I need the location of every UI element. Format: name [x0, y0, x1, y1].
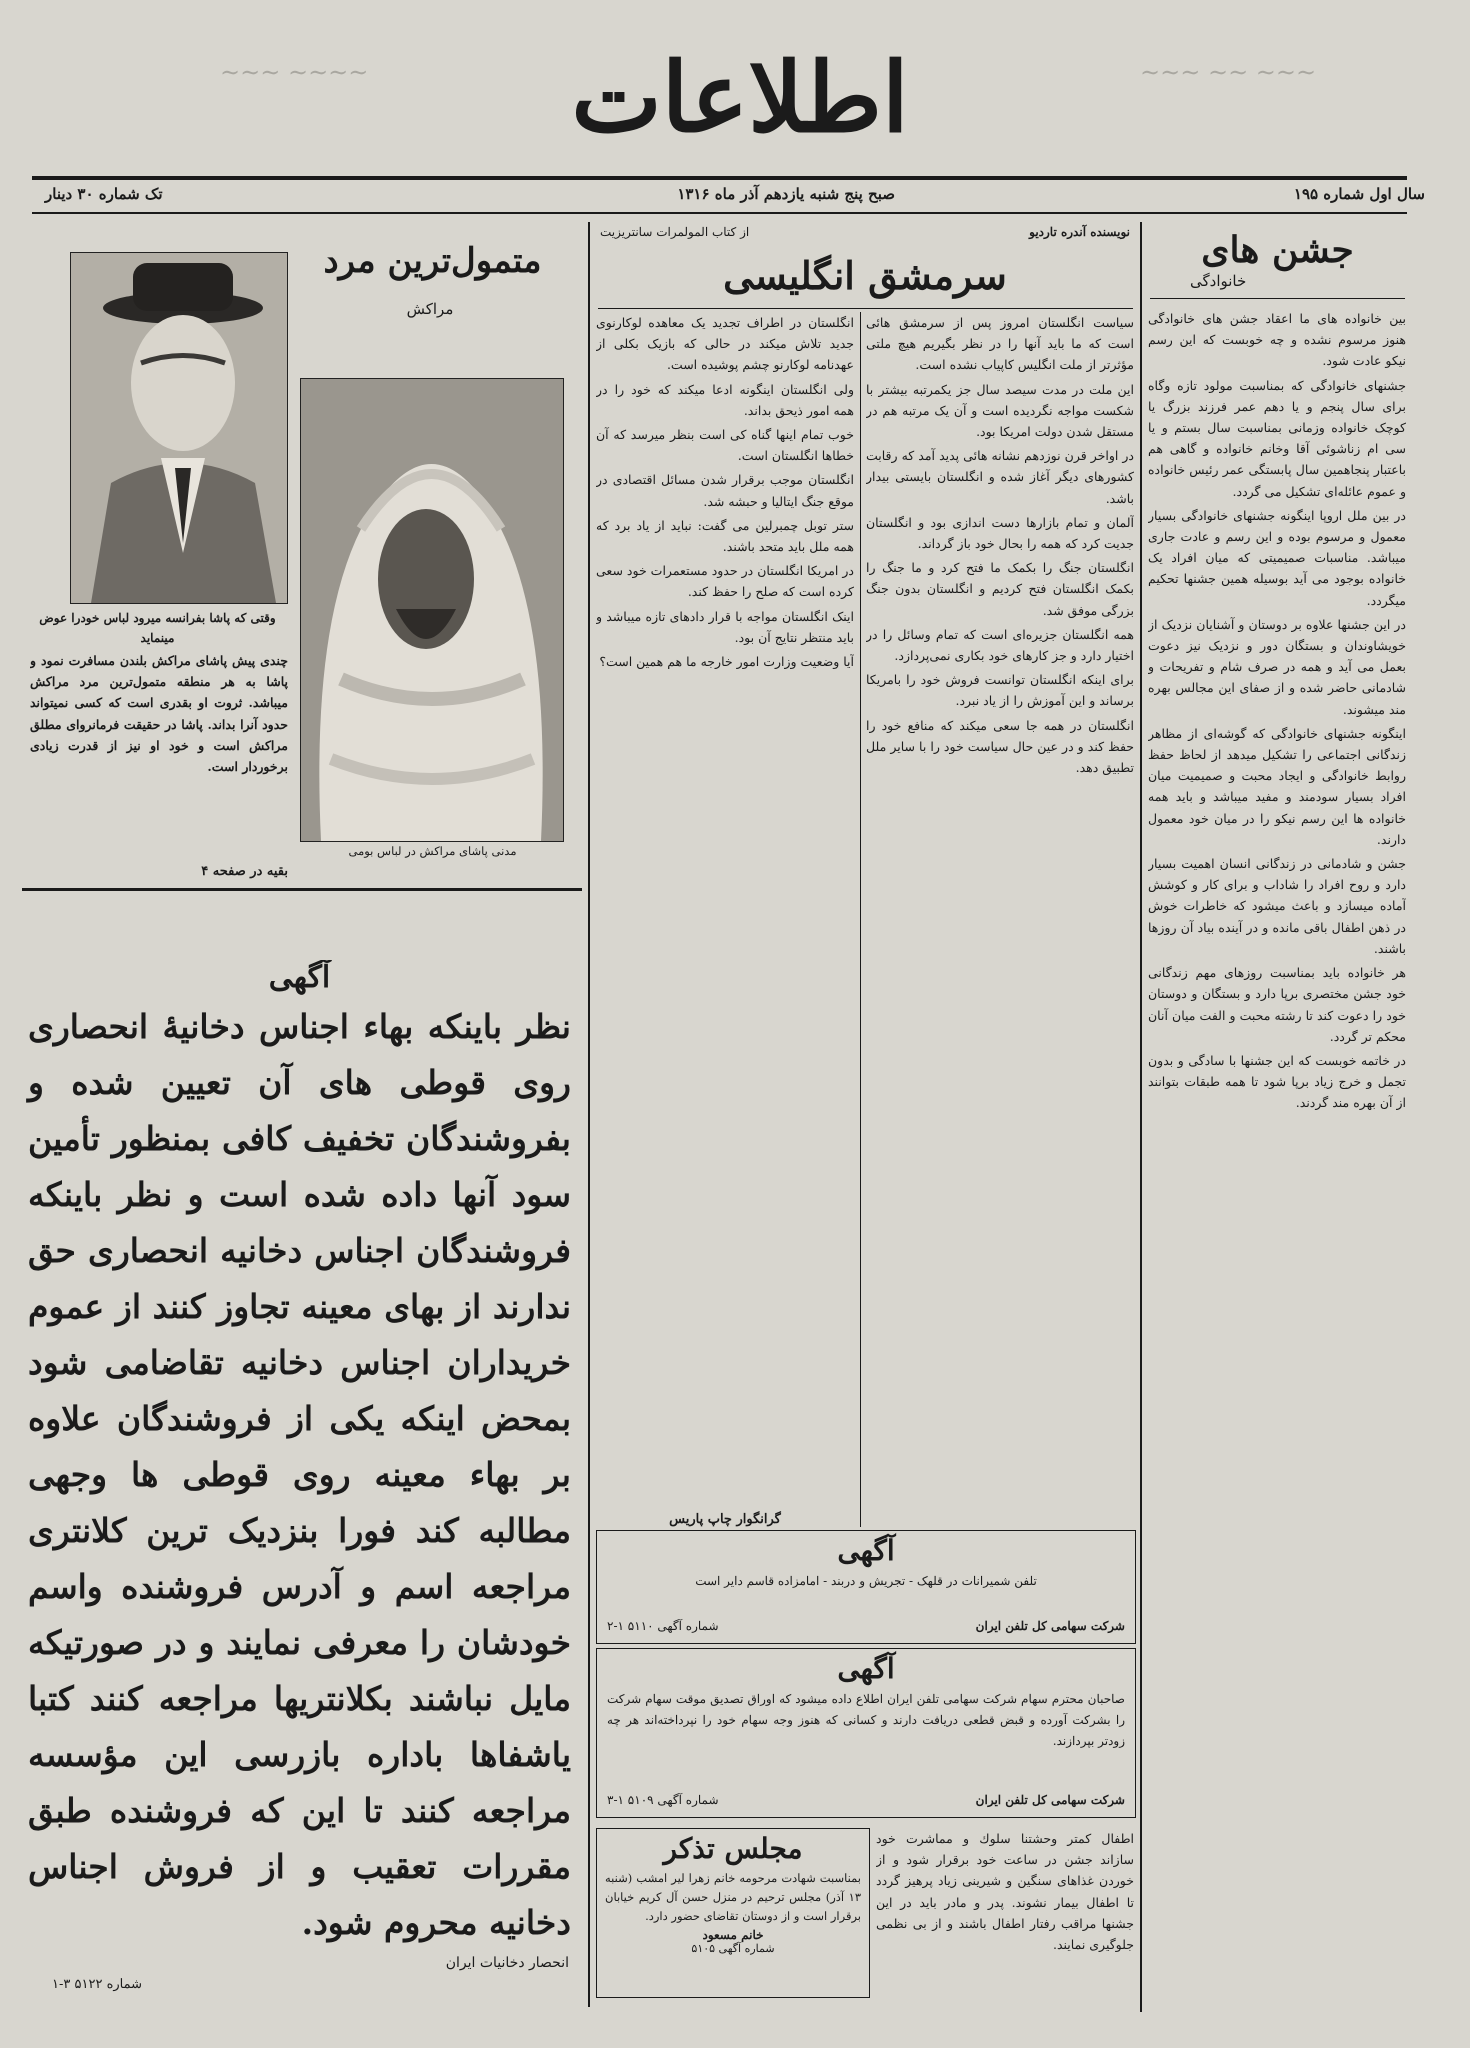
issue-date: صبح پنج شنبه یازدهم آذر ماه ۱۳۱۶: [677, 185, 895, 203]
issue-price: تک شماره ۳۰ دینار: [45, 185, 163, 203]
portrait-title: متمول‌ترین مرد: [323, 241, 542, 281]
phone-ad-line1: تلفن شمیرانات در قلهک - تجریش و دربند - امامزاده قاسم دایر است: [695, 1574, 1037, 1588]
pasha-native-image: [301, 379, 563, 841]
article-author: نویسنده آندره تاردیو: [1029, 225, 1130, 239]
phone-ad-number: شماره آگهی ۵۱۱۰ ۱-۲: [607, 1619, 719, 1633]
bleed-through-text: ∽∽∽∽ ∽∽∽: [220, 58, 369, 86]
article-rule: [598, 308, 1133, 309]
paragraph: انگلستان موجب برقرار شدن مسائل اقتصادی در موقع جنگ ایتالیا و حبشه شد.: [596, 472, 854, 509]
article-body-right: [866, 312, 1134, 1527]
phone-ad-title: آگهی: [837, 1534, 895, 1567]
memorial-text: بمناسبت شهادت مرحومه خانم زهرا لیر امشب (شنبه ۱۳ آذر) مجلس ترحیم در منزل حسن آل کریم خیابان برقرار است و از دوستان تقاضای حضور دارد.: [605, 1871, 861, 1923]
paragraph: در خاتمه خوبست که این جشنها با سادگی و بدون تجمل و خرج زیاد برپا شود تا همه طبقات بتوانند از آن بهره مند گردند.: [1148, 1052, 1406, 1111]
article-body-left: [596, 312, 854, 1512]
ad-body: نظر باینکه بهاء اجناس دخانیهٔ انحصاری روی قوطی های آن تعیین شده و بفروشندگان تخفیف کافی بمنظور تأمین سود آنها داده شده است و نظر باینکه فروشندگان اجناس دخانیه انحصاری حق ندارند از بهای معینه تجاوز کنند از عموم خریداران اجناس دخانیه تقاضامی شود بمحض اینکه یکی از فروشندگان علاوه بر بهاء معینه روی قوطی ها وجهی مطالبه کند فورا بنزدیک ترین کلانتری مراجعه اسم و آدرس فروشنده واسم خودشان را معرفی نمایند و در صورتیکه مایل نباشند بکلانتریها مراجعه کنند کتبا یاشفاها باداره بازرسی این مؤسسه مراجعه کنند تا این که فروشنده طبق مقررات تعقیب و از فروش اجناس دخانیه محروم شود.: [28, 1007, 571, 1942]
memorial-title: مجلس تذکر: [663, 1832, 803, 1865]
masthead-title: اطلاعات: [571, 41, 909, 154]
article-note: از کتاب المولمرات سانتریزیت: [600, 225, 750, 239]
feature-subtitle: خانوادگی: [1190, 272, 1247, 290]
issue-number: سال اول شماره ۱۹۵: [1293, 185, 1425, 203]
portrait-subtitle: مراکش: [406, 300, 454, 318]
paragraph: در اواخر قرن نوزدهم نشانه هائی پدید آمد که رقابت کشورهای دیگر آغاز شده و انگلستان بایستی بیدار باشد.: [866, 448, 1134, 506]
paragraph: انگلستان در اطراف تجدید یک معاهده لوکارنوی جدید تلاش میکند در حالی که بازیک بکلی از عهدنامه لوکارنو چشم پوشیده است.: [596, 315, 854, 373]
ad-title: آگهی: [268, 960, 331, 995]
section-rule: [22, 888, 582, 891]
paragraph: جشن و شادمانی در زندگانی انسان اهمیت بسیار دارد و روح افراد را شاداب و برای کار و کوشش آماده میسازد و باعث میشود که خاطرات خوش در ذهن اطفال باقی مانده و در آینده بیاد آن روزها باشند.: [1148, 856, 1406, 956]
memorial-number: شماره آگهی ۵۱۰۵: [691, 1942, 775, 1955]
feature-header: [1150, 228, 1405, 290]
column-rule: [860, 312, 861, 1527]
paragraph: ولی انگلستان اینگونه ادعا میکند که خود را در همه امور ذیحق بداند.: [596, 381, 854, 418]
paragraph: انگلستان جنگ را بکمک ما فتح کرد و ما جنگ را بکمک انگلستان فتح کردیم و انگلستان بدون جنگ بزرگی موفق شد.: [866, 560, 1134, 618]
bleed-through-text: ∽∽∽ ∽∽ ∽∽∽: [1140, 58, 1317, 86]
feature-rule: [1150, 298, 1405, 299]
phone-ad-sign: شرکت سهامی کل تلفن ایران: [975, 1619, 1125, 1633]
dateline-rule: [32, 212, 1407, 214]
phone-ad-box: [596, 1530, 1136, 1644]
ad-number: شماره ۵۱۲۲ ۳-۱: [52, 1977, 143, 1992]
paragraph: خوب تمام اینها گناه کی است بنظر میرسد که آن خطاها انگلستان است.: [596, 427, 854, 464]
shares-ad-sign: شرکت سهامی کل تلفن ایران: [975, 1793, 1125, 1807]
paragraph: در امریکا انگلستان در حدود مستعمرات خود سعی کرده است که صلح را حفظ کند.: [596, 563, 854, 600]
portrait-body: چندی پیش پاشای مراکش بلندن مسافرت نمود و پاشا به هر منطقه متمول‌ترین مرد مراکش میباشد. ثروت او بقدری است که کسی نمیتواند حدود آنرا بداند. پاشا در حقیقت فرمانروای مطلق مراکش است و خود او نیز از قدرت زیادی برخوردار است.: [30, 653, 288, 775]
feature-body: [1148, 308, 1406, 2008]
shares-ad-box: [596, 1648, 1136, 1818]
caption-western: وقتی که پاشا بفرانسه میرود لباس خودرا عوض مینماید: [39, 611, 276, 645]
memorial-sign: خانم مسعود: [702, 1928, 764, 1942]
paragraph: آلمان و تمام بازارها دست اندازی بود و انگلستان جدیت کرد که همه را بحال خود باز گرداند.: [866, 514, 1134, 552]
paragraph: هر خانواده باید بمناسبت روزهای مهم زندگانی خود جشن مختصری برپا دارد و بستگان و دوستان خود را دعوت کند تا رشته محبت و الفت میان آنان محکم تر گردد.: [1148, 965, 1406, 1044]
pasha-western-image: [71, 253, 287, 603]
column-rule: [588, 222, 590, 2007]
caption-native: مدنی پاشای مراکش در لباس بومی: [348, 844, 517, 858]
paragraph: جشنهای خانوادگی که بمناسبت مولود تازه وگاه برای سال پنجم و یا دهم عمر فرزند بزرگ یا کوچک خانواده وزمانی بمناسبت سال بستم و یا سی ام زناشوئی آقا وخانم خانواده و گاهی هم باعتبار پنجاهمین سال پابستگی عمر رئیس خانواده و عموم عائله‌ای تشکیل می گردد.: [1148, 377, 1406, 499]
paragraph: بین خانواده های ما اعقاد جشن های خانوادگی هنوز مرسوم نشده و چه خوبست که این رسم نیکو عادت شود.: [1148, 311, 1406, 369]
article-signature: گرانگوار چاپ پاریس: [669, 1512, 781, 1527]
masthead-rule: [32, 176, 1407, 180]
paragraph: آیا وضعیت وزارت امور خارجه ما هم همین است؟: [599, 654, 854, 670]
paragraph: ستر توبل چمبرلین می گفت: نباید از یاد برد که همه ملل باید متحد باشند.: [596, 517, 854, 555]
paragraph: سیاست انگلستان امروز پس از سرمشق هائی است که ما باید آنها را در نظر بگیریم هیچ ملتی مؤثرتر از ملت انگلیس کاپیاب نشده است.: [866, 315, 1134, 373]
paragraph: انگلستان در همه جا سعی میکند که منافع خود را حفظ کند و در عین حال سیاست خود را با سایر ملل تطبیق دهد.: [866, 717, 1134, 776]
memorial-box: [596, 1828, 870, 1998]
feature-title: جشن های: [1201, 229, 1354, 271]
shares-ad-text: صاحبان محترم سهام شرکت سهامی تلفن ایران اطلاع داده میشود که اوراق تصدیق موقت سهام شرکت را بشرکت آورده و قبض قطعی دریافت دارند و کسانی که هنوز وجه سهام خود را نپرداخته‌اند هر چه زودتر بپردازند.: [607, 1692, 1125, 1748]
portrait-continued: بقیه در صفحه ۴: [201, 864, 288, 879]
paragraph: در بین ملل اروپا اینگونه جشنهای خانوادگی بسیار معمول و مرسوم بوده و این رسم و عادت جاری میباشد. مناسبات صمیمیتی که میان افراد یک خانواده بوجود می آید بوسیله همین جشنها تحکیم میگردد.: [1148, 507, 1406, 608]
paragraph: برای اینکه انگلستان توانست فروش خود را بامریکا برساند و این آموزش را از یاد نبرد.: [866, 672, 1134, 709]
paragraph: این ملت در مدت سیصد سال جز یکمرتبه بیشتر با شکست مواجه نگردیده است و آن یک مرتبه هم در مستقل شدن دولت امریکا بود.: [866, 381, 1134, 440]
paragraph: همه انگلستان جزیره‌ای است که تمام وسائل را در اختیار دارد و جز کارهای خود بکاری نمی‌پردازد.: [866, 626, 1134, 664]
photo-pasha-western: [70, 252, 288, 604]
tobacco-advertisement: [22, 960, 577, 2010]
photo-pasha-native: [300, 378, 564, 842]
bottom-note: اطفال کمتر وحشتنا سلوك و مماشرت خود سازاند جشن در ساعت خود برقرار شود و از خوردن غذاهای سنگین و شیرینی زیاد پرهیز گردد تا اطفال بیمار نشوند. پدر و مادر باید در این جشنها مراقب رفتار اطفال باشند و از بی نظمی جلوگیری نمایند.: [876, 1831, 1134, 1953]
paragraph: در این جشنها علاوه بر دوستان و آشنایان نزدیک از خویشاوندان و بستگان دور و نزدیک نیز دعوت بعمل می آید و همه در صرف شام و تفریحات و شادمانی حاضر شده و از صفای این مجالس بهره مند میشوند.: [1148, 616, 1406, 717]
shares-ad-title: آگهی: [837, 1652, 895, 1685]
paragraph: اینک انگلستان مواجه با قرار دادهای تازه میباشد و باید منتظر نتایج آن بود.: [596, 608, 854, 645]
paragraph: اینگونه جشنهای خانوادگی که گوشه‌ای از مظاهر زندگانی اجتماعی را تشکیل میدهد از لحاظ حفظ روابط خانوادگی و ایجاد محبت و صمیمیت میان افراد بسیار سودمند و مفید میباشد و باید همه خانواده ها این رسم نیکو را در میان خود معمول دارند.: [1148, 725, 1406, 847]
column-rule: [1140, 222, 1142, 2012]
ad-signature: انحصار دخانیات ایران: [445, 1955, 569, 1971]
article-title: سرمشق انگلیسی: [723, 253, 1007, 298]
shares-ad-number: شماره آگهی ۵۱۰۹ ۱-۳: [607, 1793, 719, 1807]
